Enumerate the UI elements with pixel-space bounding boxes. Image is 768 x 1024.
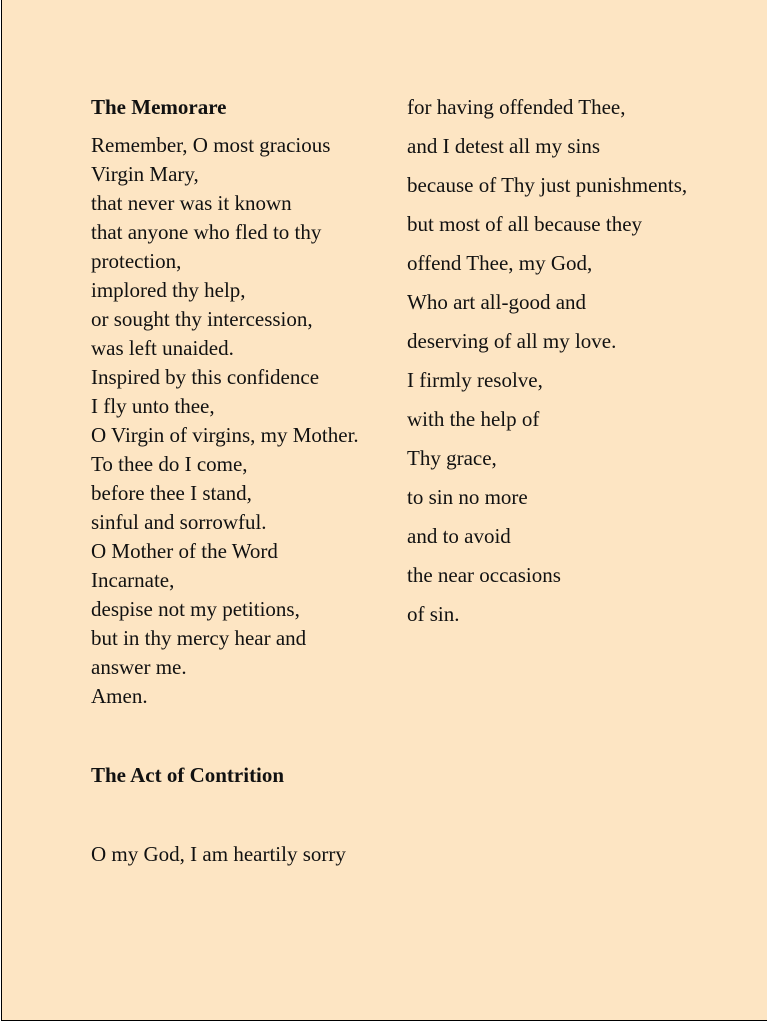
- memorare-line: despise not my petitions,: [91, 597, 300, 621]
- memorare-line: Remember, O most gracious Virgin Mary,: [91, 133, 331, 186]
- left-column: [91, 93, 361, 869]
- contrition-line: but most of all because they: [407, 212, 643, 236]
- contrition-line: Thy grace,: [407, 446, 497, 470]
- contrition-line: of sin.: [407, 602, 460, 626]
- contrition-line: I firmly resolve,: [407, 368, 543, 392]
- contrition-line: to sin no more: [407, 485, 528, 509]
- memorare-line: implored thy help,: [91, 278, 246, 302]
- contrition-first-line: O my God, I am heartily sorry: [91, 842, 346, 866]
- contrition-line: Who art all-good and: [407, 290, 587, 314]
- contrition-title: The Act of Contrition: [91, 763, 285, 787]
- contrition-line: and I detest all my sins: [407, 134, 601, 158]
- memorare-text: [91, 131, 361, 711]
- memorare-line: I fly unto thee,: [91, 394, 215, 418]
- contrition-text: [407, 93, 707, 629]
- contrition-line: deserving of all my love.: [407, 329, 617, 353]
- document-page: [1, 0, 767, 1021]
- contrition-line: and to avoid: [407, 524, 511, 548]
- memorare-line: O Virgin of virgins, my Mother.: [91, 423, 359, 447]
- contrition-line: the near occasions: [407, 563, 561, 587]
- memorare-title: The Memorare: [91, 95, 227, 119]
- contrition-line: because of Thy just punishments,: [407, 173, 688, 197]
- memorare-line: Amen.: [91, 684, 148, 708]
- memorare-line: To thee do I come,: [91, 452, 248, 476]
- contrition-line: for having offended Thee,: [407, 95, 626, 119]
- memorare-line: that never was it known: [91, 191, 292, 215]
- memorare-line: O Mother of the Word Incarnate,: [91, 539, 278, 592]
- memorare-line: before thee I stand,: [91, 481, 252, 505]
- memorare-line: sinful and sorrowful.: [91, 510, 267, 534]
- memorare-line: or sought thy intercession,: [91, 307, 313, 331]
- memorare-line: but in thy mercy hear and answer me.: [91, 626, 307, 679]
- memorare-line: was left unaided.: [91, 336, 234, 360]
- memorare-line: that anyone who fled to thy protection,: [91, 220, 322, 273]
- contrition-line: with the help of: [407, 407, 540, 431]
- memorare-line: Inspired by this confidence: [91, 365, 320, 389]
- contrition-line: offend Thee, my God,: [407, 251, 593, 275]
- right-column: [407, 93, 707, 639]
